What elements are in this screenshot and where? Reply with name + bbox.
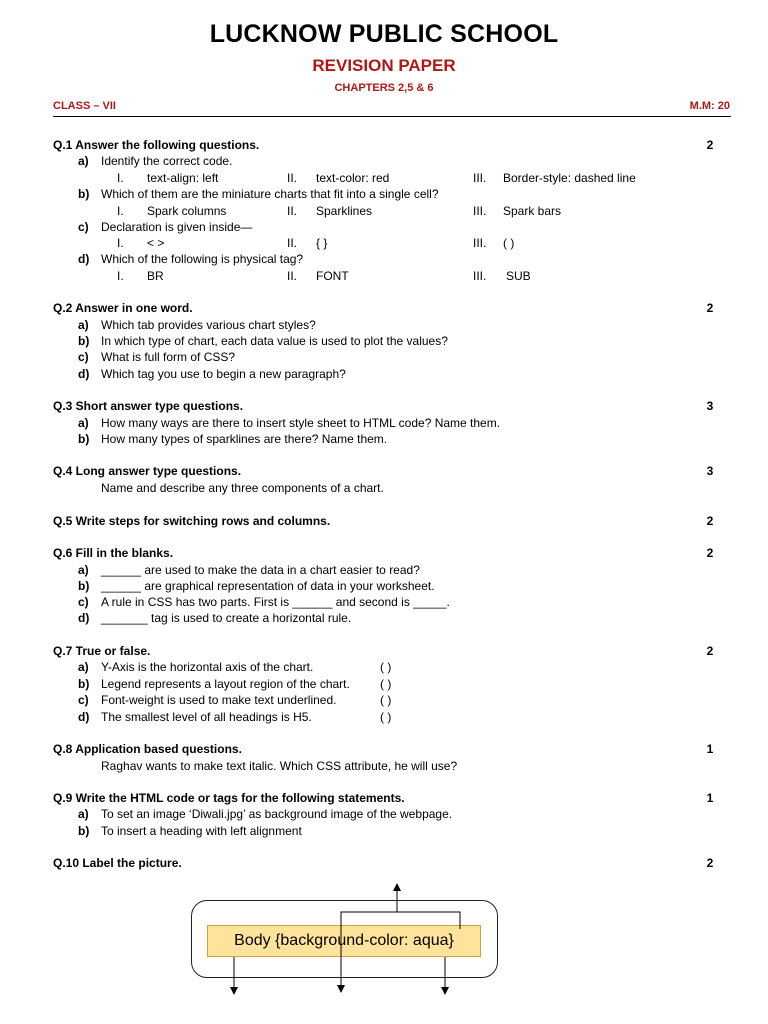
q1d-opt2-text: FONT <box>316 269 349 283</box>
q1b-opt1-numeral: I. <box>117 204 124 218</box>
q7d-label: d) <box>78 710 90 724</box>
q7b-text: Legend represents a layout region of the chart. <box>101 677 350 691</box>
q1c-opt3-numeral: III. <box>473 236 487 250</box>
q6-marks: 2 <box>706 546 714 560</box>
q1c-opt1-numeral: I. <box>117 236 124 250</box>
q6c-label: c) <box>78 595 89 609</box>
q4-text: Name and describe any three components of a chart. <box>101 481 384 495</box>
q1-title: Q.1 Answer the following questions. <box>53 138 260 152</box>
q1b-text: Which of them are the miniature charts that fit into a single cell? <box>101 187 439 201</box>
q1a-label: a) <box>78 154 89 168</box>
q1-marks: 2 <box>706 138 714 152</box>
declaration-bracket <box>341 912 460 929</box>
q2b-text: In which type of chart, each data value is used to plot the values? <box>101 334 448 348</box>
q4-marks: 3 <box>706 464 714 478</box>
q1b-opt3-numeral: III. <box>473 204 487 218</box>
q6c-text: A rule in CSS has two parts. First is ______ and second is _____. <box>101 595 450 609</box>
q2a-label: a) <box>78 318 89 332</box>
q10-marks: 2 <box>706 856 714 870</box>
q4-title: Q.4 Long answer type questions. <box>53 464 242 478</box>
q9b-text: To insert a heading with left alignment <box>101 824 302 838</box>
q6a-text: ______ are used to make the data in a chart easier to read? <box>101 563 420 577</box>
q8-text: Raghav wants to make text italic. Which CSS attribute, he will use? <box>101 759 458 773</box>
q1b-label: b) <box>78 187 90 201</box>
q3a-label: a) <box>78 416 89 430</box>
q1c-opt3-text: ( ) <box>503 236 515 250</box>
q6b-text: ______ are graphical representation of data in your worksheet. <box>101 579 435 593</box>
q1a-text: Identify the correct code. <box>101 154 233 168</box>
q7b-answer-box: ( ) <box>380 677 392 691</box>
q7-marks: 2 <box>706 644 714 658</box>
q1b-opt2-text: Sparklines <box>316 204 373 218</box>
max-marks-label: M.M: 20 <box>689 100 730 112</box>
q1d-label: d) <box>78 252 90 266</box>
q6d-label: d) <box>78 611 90 625</box>
q1b-opt2-numeral: II. <box>287 204 298 218</box>
q7a-label: a) <box>78 660 89 674</box>
q1d-opt1-text: BR <box>147 269 164 283</box>
q9-title: Q.9 Write the HTML code or tags for the following statements. <box>53 791 405 805</box>
q7-title: Q.7 True or false. <box>53 644 151 658</box>
q5-title: Q.5 Write steps for switching rows and columns. <box>53 514 331 528</box>
q1a-opt1-numeral: I. <box>117 171 124 185</box>
q1c-opt2-text: { } <box>316 236 328 250</box>
paper-title: REVISION PAPER <box>312 56 456 75</box>
q5-marks: 2 <box>706 514 714 528</box>
q1b-opt1-text: Spark columns <box>147 204 227 218</box>
q1a-opt2-numeral: II. <box>287 171 298 185</box>
q9a-label: a) <box>78 807 89 821</box>
q1d-opt3-text: SUB <box>506 269 531 283</box>
q7c-text: Font-weight is used to make text underlined. <box>101 693 337 707</box>
q2c-label: c) <box>78 350 89 364</box>
q8-marks: 1 <box>706 742 714 756</box>
q3a-text: How many ways are there to insert style sheet to HTML code? Name them. <box>101 416 501 430</box>
q2a-text: Which tab provides various chart styles? <box>101 318 316 332</box>
q8-title: Q.8 Application based questions. <box>53 742 242 756</box>
q1d-opt1-numeral: I. <box>117 269 124 283</box>
q2-title: Q.2 Answer in one word. <box>53 301 193 315</box>
q7c-label: c) <box>78 693 89 707</box>
q1a-opt3-numeral: III. <box>473 171 487 185</box>
q2c-text: What is full form of CSS? <box>101 350 236 364</box>
q1a-opt1-text: text-align: left <box>147 171 219 185</box>
q1c-opt1-text: < > <box>147 236 165 250</box>
q1d-opt2-numeral: II. <box>287 269 298 283</box>
q1c-label: c) <box>78 220 89 234</box>
q9-marks: 1 <box>706 791 714 805</box>
q7b-label: b) <box>78 677 90 691</box>
q7d-text: The smallest level of all headings is H5. <box>101 710 312 724</box>
q1b-opt3-text: Spark bars <box>503 204 562 218</box>
q9a-text: To set an image ‘Diwali.jpg’ as background image of the webpage. <box>101 807 453 821</box>
chapters-line: CHAPTERS 2,5 & 6 <box>334 82 434 94</box>
q1d-opt3-numeral: III. <box>473 269 487 283</box>
q6-title: Q.6 Fill in the blanks. <box>53 546 174 560</box>
q3b-text: How many types of sparklines are there? Name them. <box>101 432 388 446</box>
q1a-opt3-text: Border-style: dashed line <box>503 171 636 185</box>
q1d-text: Which of the following is physical tag? <box>101 252 304 266</box>
q1a-opt2-text: text-color: red <box>316 171 390 185</box>
q2d-text: Which tag you use to begin a new paragraph? <box>101 367 346 381</box>
q6d-text: _______ tag is used to create a horizontal rule. <box>101 611 352 625</box>
class-label: CLASS – VII <box>53 100 116 112</box>
q10-title: Q.10 Label the picture. <box>53 856 182 870</box>
q7d-answer-box: ( ) <box>380 710 392 724</box>
q6b-label: b) <box>78 579 90 593</box>
q2b-label: b) <box>78 334 90 348</box>
q3b-label: b) <box>78 432 90 446</box>
q7a-text: Y-Axis is the horizontal axis of the chart. <box>101 660 314 674</box>
q6a-label: a) <box>78 563 89 577</box>
css-rule-box: Body {background-color: aqua} <box>207 925 481 957</box>
q2d-label: d) <box>78 367 90 381</box>
q7a-answer-box: ( ) <box>380 660 392 674</box>
q3-title: Q.3 Short answer type questions. <box>53 399 244 413</box>
q2-marks: 2 <box>706 301 714 315</box>
q7c-answer-box: ( ) <box>380 693 392 707</box>
q1c-opt2-numeral: II. <box>287 236 298 250</box>
q3-marks: 3 <box>706 399 714 413</box>
school-name: LUCKNOW PUBLIC SCHOOL <box>209 20 559 48</box>
q1c-text: Declaration is given inside— <box>101 220 253 234</box>
q9b-label: b) <box>78 824 90 838</box>
